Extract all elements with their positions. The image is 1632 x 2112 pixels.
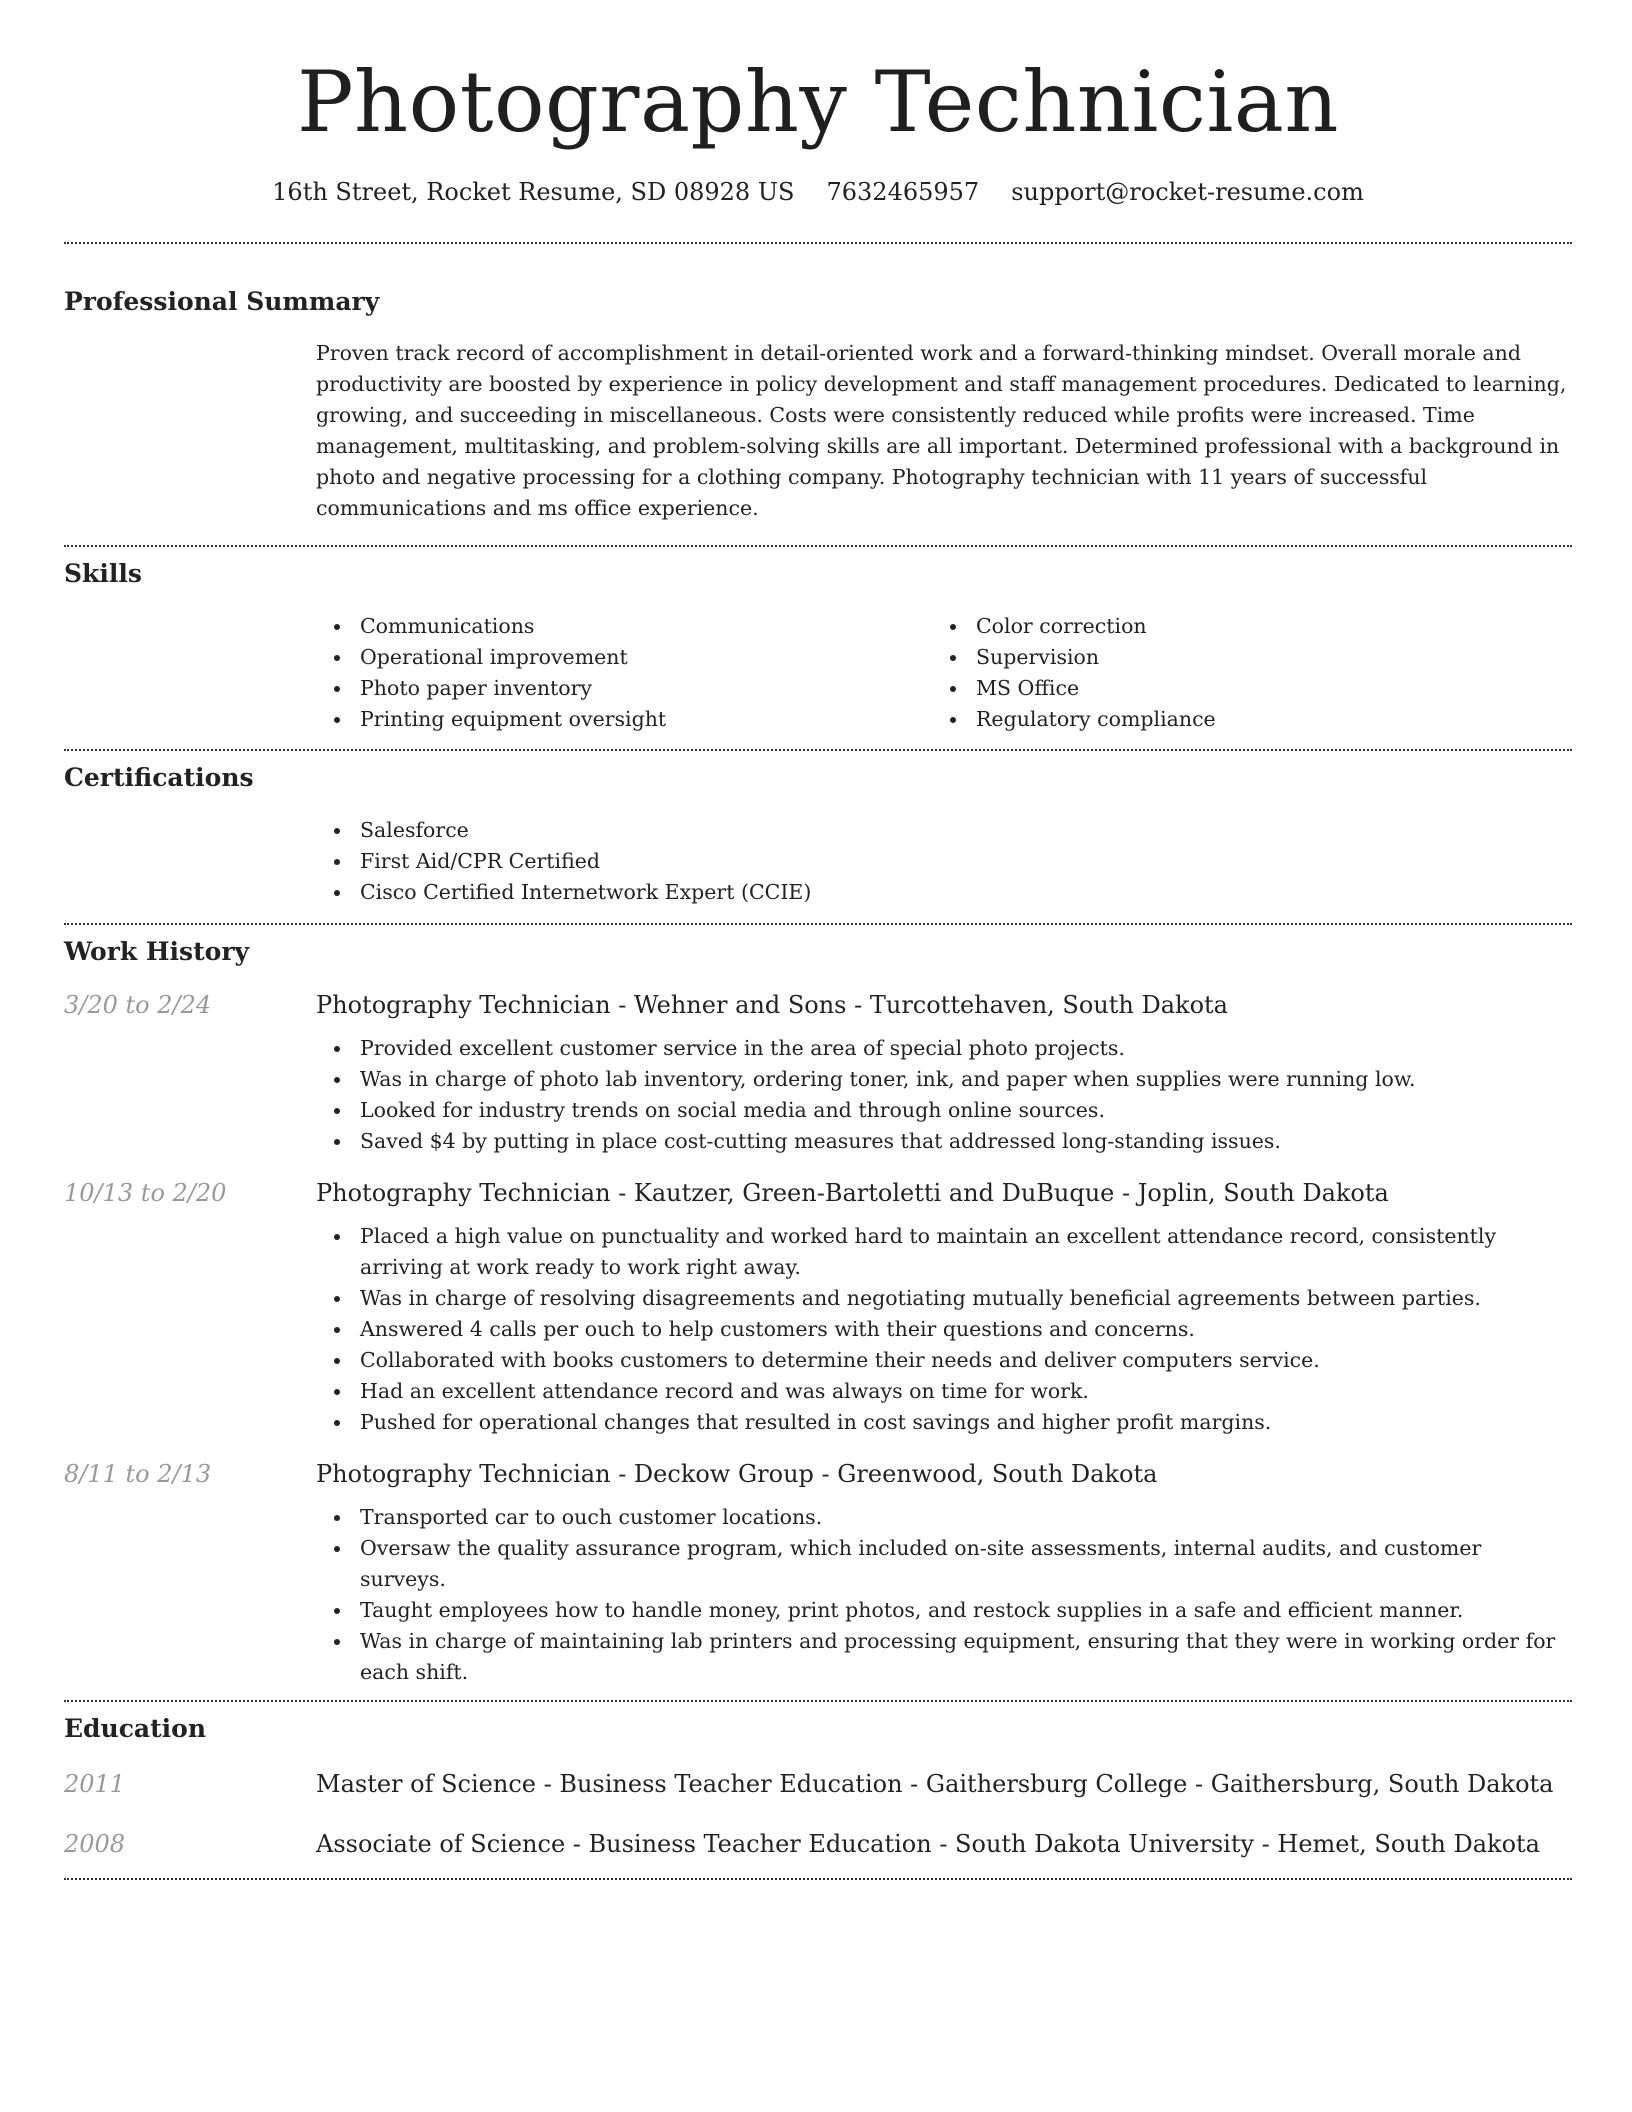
education-entry xyxy=(64,1830,1572,1858)
certifications-list xyxy=(316,815,1572,908)
job-bullets xyxy=(316,1221,1572,1438)
job-bullet: Looked for industry trends on social media and through online sources. xyxy=(316,1095,1572,1126)
job-bullet: Taught employees how to handle money, print photos, and restock supplies in a safe and efficient manner. xyxy=(316,1595,1572,1626)
skills-grid xyxy=(316,611,1572,735)
skill-item: MS Office xyxy=(932,673,1548,704)
section-title-work: Work History xyxy=(64,937,250,966)
job-bullet: Transported car to ouch customer locations. xyxy=(316,1502,1572,1533)
job-title: Photography Technician - Deckow Group - Greenwood, South Dakota xyxy=(316,1460,1158,1488)
summary-section xyxy=(64,285,1572,524)
skills-section xyxy=(64,557,1572,735)
job-bullet: Saved $4 by putting in place cost-cutting measures that addressed long-standing issues. xyxy=(316,1126,1572,1157)
job-bullet: Collaborated with books customers to determine their needs and deliver computers service. xyxy=(316,1345,1572,1376)
job-bullet: Answered 4 calls per ouch to help customers with their questions and concerns. xyxy=(316,1314,1572,1345)
divider xyxy=(64,545,1572,547)
section-title-certifications: Certifications xyxy=(64,763,254,792)
education-year: 2008 xyxy=(64,1830,126,1858)
job-bullet: Was in charge of resolving disagreements and negotiating mutually beneficial agreements between parties. xyxy=(316,1283,1572,1314)
education-year: 2011 xyxy=(64,1770,126,1798)
job-dates: 3/20 to 2/24 xyxy=(64,991,212,1019)
contact-phone: 7632465957 xyxy=(826,178,980,206)
job-header xyxy=(64,991,1572,1019)
contact-email: support@rocket-resume.com xyxy=(1011,178,1364,206)
summary-text: Proven track record of accomplishment in detail-oriented work and a forward-thinking mindset. Overall morale and productivity are boosted by experience in policy development and staff management procedures. Dedicated to learning, growing, and succeeding in miscellaneous. Costs were consistently reduced while profits were increased. Time management, multitasking, and problem-solving skills are all important. Determined professional with a background in photo and negative processing for a clothing company. Photography technician with 11 years of successful communications and ms office experience. xyxy=(316,341,1567,520)
contact-line xyxy=(64,176,1572,208)
certification-item: Salesforce xyxy=(316,815,1572,846)
job-dates: 8/11 to 2/13 xyxy=(64,1460,212,1488)
skill-item: Supervision xyxy=(932,642,1548,673)
job-title: Photography Technician - Wehner and Sons - Turcottehaven, South Dakota xyxy=(316,991,1228,1019)
section-title-education: Education xyxy=(64,1714,207,1743)
education-section xyxy=(64,1712,1572,1858)
skill-item: Photo paper inventory xyxy=(316,673,932,704)
job-dates: 10/13 to 2/20 xyxy=(64,1179,227,1207)
work-history-section xyxy=(64,935,1572,1688)
job-header xyxy=(64,1179,1572,1207)
skills-column-2 xyxy=(932,611,1548,735)
job-bullet: Placed a high value on punctuality and worked hard to maintain an excellent attendance record, consistently arriving at work ready to work right away. xyxy=(316,1221,1572,1283)
skill-item: Regulatory compliance xyxy=(932,704,1548,735)
divider xyxy=(64,242,1572,244)
job-title: Photography Technician - Kautzer, Green-Bartoletti and DuBuque - Joplin, South Dakota xyxy=(316,1179,1389,1207)
education-degree: Master of Science - Business Teacher Education - Gaithersburg College - Gaithersburg, South Dakota xyxy=(316,1770,1554,1798)
job-bullet: Oversaw the quality assurance program, which included on-site assessments, internal audits, and customer surveys. xyxy=(316,1533,1572,1595)
section-title-summary: Professional Summary xyxy=(64,287,380,316)
job-header xyxy=(64,1460,1572,1488)
job-bullet: Was in charge of maintaining lab printers and processing equipment, ensuring that they were in working order for each shift. xyxy=(316,1626,1572,1688)
job-bullet: Pushed for operational changes that resulted in cost savings and higher profit margins. xyxy=(316,1407,1572,1438)
divider xyxy=(64,749,1572,751)
resume-page xyxy=(64,0,1572,1880)
resume-name: Photography Technician xyxy=(297,53,1339,151)
job-bullets xyxy=(316,1033,1572,1157)
education-entry xyxy=(64,1770,1572,1798)
section-title-skills: Skills xyxy=(64,559,142,588)
skills-column-1 xyxy=(316,611,932,735)
job-bullet: Provided excellent customer service in the area of special photo projects. xyxy=(316,1033,1572,1064)
divider xyxy=(64,1700,1572,1702)
job-bullets xyxy=(316,1502,1572,1688)
skill-item: Operational improvement xyxy=(316,642,932,673)
skill-item: Printing equipment oversight xyxy=(316,704,932,735)
job-entry xyxy=(64,991,1572,1157)
skill-item: Color correction xyxy=(932,611,1548,642)
divider xyxy=(64,1878,1572,1880)
contact-address: 16th Street, Rocket Resume, SD 08928 US xyxy=(272,178,795,206)
divider xyxy=(64,923,1572,925)
job-entry xyxy=(64,1460,1572,1688)
certification-item: First Aid/CPR Certified xyxy=(316,846,1572,877)
certifications-section xyxy=(64,761,1572,908)
certification-item: Cisco Certified Internetwork Expert (CCIE) xyxy=(316,877,1572,908)
job-bullet: Was in charge of photo lab inventory, ordering toner, ink, and paper when supplies were running low. xyxy=(316,1064,1572,1095)
skill-item: Communications xyxy=(316,611,932,642)
education-degree: Associate of Science - Business Teacher Education - South Dakota University - Hemet, South Dakota xyxy=(316,1830,1540,1858)
job-bullet: Had an excellent attendance record and was always on time for work. xyxy=(316,1376,1572,1407)
job-entry xyxy=(64,1179,1572,1438)
